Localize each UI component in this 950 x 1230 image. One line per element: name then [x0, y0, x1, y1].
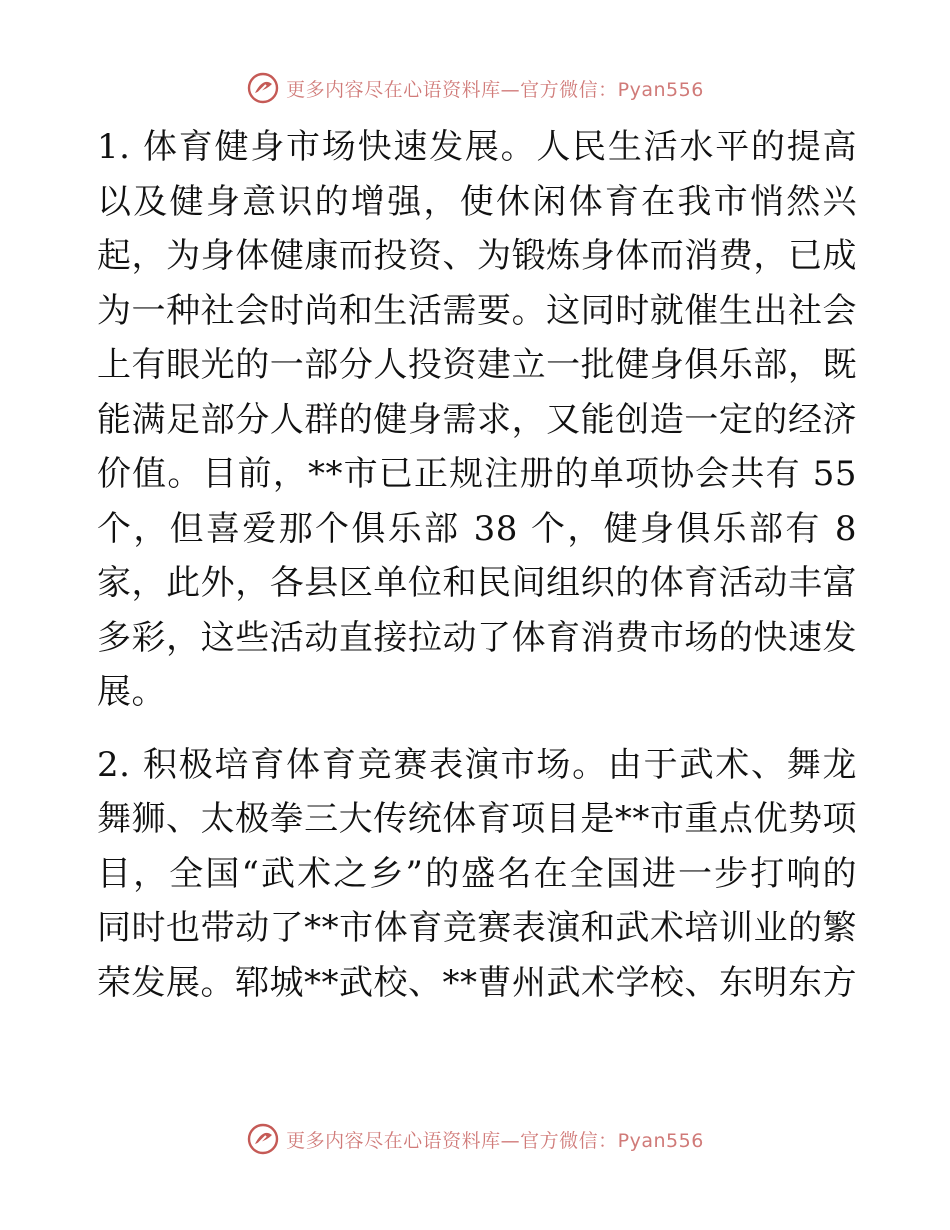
header-watermark-text: 更多内容尽在心语资料库—官方微信：Pyan556: [286, 78, 704, 101]
paragraph-competition-market: 2. 积极培育体育竞赛表演市场。由于武术、舞龙舞狮、太极拳三大传统体育项目是**市重点优势项目，全国“武术之乡”的盛名在全国进一步打响的同时也带动了**市体育竞赛表演和武术培训业的繁荣发展。郓城**武校、**曹州武术学校、东明东方: [97, 744, 857, 1003]
brand-logo-icon: [246, 1122, 280, 1156]
paragraph-fitness-market: 1. 体育健身市场快速发展。人民生活水平的提高以及健身意识的增强，使休闲体育在我市悄然兴起，为身体健康而投资、为锻炼身体而消费，已成为一种社会时尚和生活需要。这同时就催生出社会上有眼光的一部分人投资建立一批健身俱乐部，既能满足部分人群的健身需求，又能创造一定的经济价值。目前，**市已正规注册的单项协会共有 55 个，但喜爱那个俱乐部 38 个，健身俱乐部有 8 家，此外，各县区单位和民间组织的体育活动丰富多彩，这些活动直接拉动了体育消费市场的快速发展。: [97, 127, 857, 712]
header-watermark-banner: [0, 68, 950, 108]
footer-watermark-banner: [0, 1119, 950, 1159]
footer-watermark-text: 更多内容尽在心语资料库—官方微信：Pyan556: [286, 1129, 704, 1152]
brand-logo-icon: [246, 71, 280, 105]
document-body: [97, 120, 857, 1010]
